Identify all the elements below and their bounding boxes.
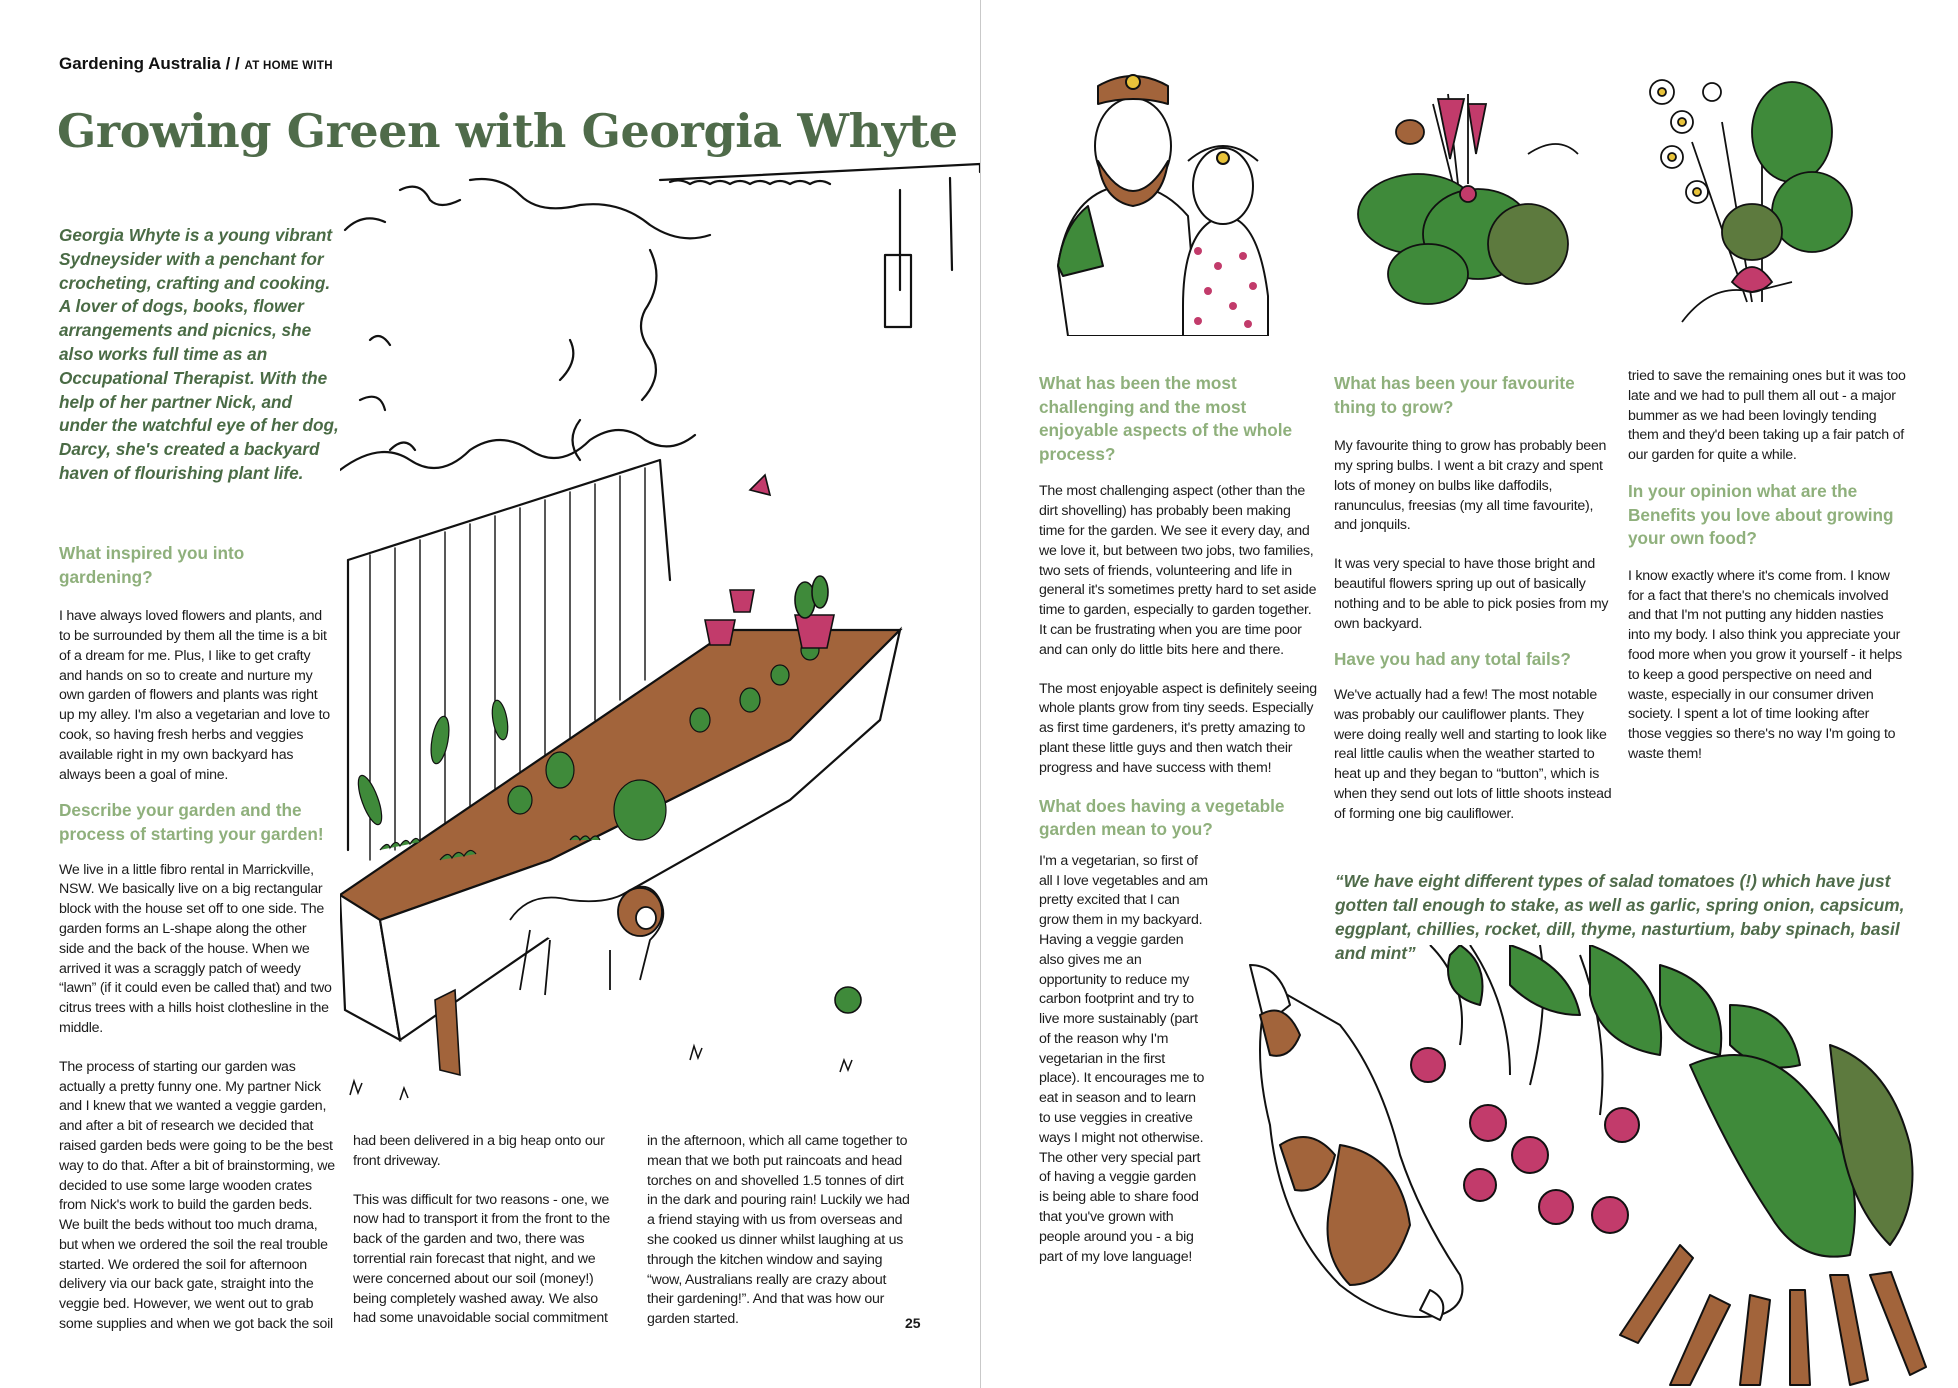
answer-favourite-p1: My favourite thing to grow has probably been my spring bulbs. I went a bit crazy and spent lots of money on bulbs like daffodils, ranunculus, freesias (my all time favourite), and jonquils. (1334, 438, 1607, 534)
answer-fails-p1: We've actually had a few! The most notable was probably our cauliflower plants. They were doing really well and starting to look like real little caulis when the weather started to heat up and they began to “button”, which is when they send out lots of little shoots instead of forming one big cauliflower. (1334, 686, 1612, 822)
answer-garden-p1: We live in a little fibro rental in Marrickville, NSW. We basically live on a big rectangular block with the house set off to one side. The garden forms an L-shape along the other side and the back of the house. When we arrived it was a scraggly patch of weedy “lawn” (if it could even be called that) and two citrus trees with a hills hoist clothesline in the middle. (59, 861, 332, 1036)
right-column-left-page (647, 1132, 915, 1330)
middle-column (353, 1132, 615, 1329)
question-favourite: What has been your favourite thing to grow? (1334, 373, 1575, 417)
answer-garden-p5: in the afternoon, which all came together to mean that we both put raincoats and head torches on and shovelled 1.5 tonnes of dirt in the dark and pouring rain! Luckily we had a friend staying with us from overseas and she cooked us dinner whilst laughing at us through the kitchen window and saying “wow, Australians really are crazy about their gardening!”. And that was how our garden started. (647, 1133, 910, 1328)
harvest-illustration (1338, 84, 1588, 324)
answer-inspired: I have always loved flowers and plants, and to be surrounded by them all the time is a bit of a dream for me. Plus, I like to get crafty and hands on so to create and nurture my own garden of flowers and plants was right up my alley. I'm also a vegetarian and love to cook, so having fresh herbs and veggies available right in my own backyard has always been a goal of mine. (59, 608, 330, 783)
question-benefits: In your opinion what are the Benefits you love about growing your own food? (1628, 480, 1894, 549)
dog-vegetables-illustration (1230, 945, 1958, 1388)
question-fails: Have you had any total fails? (1334, 649, 1571, 670)
answer-challenging-p1: The most challenging aspect (other than the dirt shovelling) has probably been making time for the garden. We see it every day, and we love it, but between two jobs, two families, two sets of friends, volunteering and life in general it's sometimes pretty hard to set aside time to garden, especially to garden together. It can be frustrating when you are time poor and can only do little bits here and there. (1039, 483, 1317, 658)
page-spine (980, 0, 981, 1388)
couple-illustration (1048, 66, 1318, 336)
right-page-column-3 (1628, 367, 1906, 765)
garden-bed-illustration (340, 160, 980, 1120)
article-title: Growing Green with Georgia Whyte (57, 104, 958, 158)
answer-garden-p3: had been delivered in a big heap onto our front driveway. (353, 1133, 605, 1169)
question-inspired: What inspired you into gardening? (59, 543, 245, 587)
answer-favourite-p2: It was very special to have those bright and beautiful flowers spring up out of basically nothing and to be able to pick posies from my own backyard. (1334, 556, 1609, 632)
article-intro: Georgia Whyte is a young vibrant Sydneysider with a penchant for crocheting, crafting and cooking. A lover of dogs, books, flower arrangements and picnics, she also works full time as an Occupational Therapist. With the help of her partner Nick, and under the watchful eye of her dog, Darcy, she's created a backyard haven of flourishing plant life. (59, 225, 339, 483)
question-describe-garden: Describe your garden and the process of starting your garden! (59, 800, 324, 844)
pull-quote: “We have eight different types of salad tomatoes (!) which have just gotten tall enough to stake, as well as garlic, spring onion, capsicum, eggplant, chillies, rocket, dill, thyme, nasturtium, baby spinach, basil and mint” (1335, 871, 1905, 963)
answer-garden-p4: This was difficult for two reasons - one, we now had to transport it from the front to the back of the garden and two, there was torrential rain forecast that night, and we were concerned about our soil (money!) being completely washed away. We also had some unavoidable social commitment (353, 1191, 610, 1327)
cabbage-plant (614, 780, 666, 840)
answer-fails-p2: tried to save the remaining ones but it was too late and we had to pull them all out - a major bummer as we had been lovingly tending them and they'd been taking up a fair patch of our garden for quite a while. (1628, 368, 1906, 464)
running-header (59, 54, 333, 74)
answer-challenging-p2: The most enjoyable aspect is definitely seeing whole plants grow from tiny seeds. Especially as first time gardeners, it's pretty amazing to plant these little guys and then watch their progress and have success with them! (1039, 680, 1317, 776)
flower-pot (795, 615, 834, 648)
right-page-column-2 (1334, 372, 1612, 825)
question-garden-meaning: What does having a vegetable garden mean to you? (1039, 795, 1285, 840)
left-column (59, 542, 335, 1335)
page-number: 25 (905, 1315, 921, 1331)
answer-benefits: I know exactly where it's come from. I know for a fact that there's no chemicals involved and that I'm not putting any hidden nasties into my body. I also think you appreciate your food more when you grow it yourself - it helps to keep a good perspective on need and waste, especially in our consumer driven society. I spent a lot of time looking after those veggies so there's no way I'm going to waste them! (1628, 567, 1902, 762)
header-separator: / / (220, 54, 245, 73)
answer-garden-p2: The process of starting our garden was actually a pretty funny one. My partner Nick and I knew that we wanted a veggie garden, and after a bit of research we decided that raised garden beds were going to be the best way to do that. After a bit of brainstorming, we decided to use some large wooden crates from Nick's work to build the garden beds. We built the beds without too much drama, but when we ordered the soil the real trouble started. We ordered the soil for afternoon delivery via our back gate, straight into the veggie bed. However, we went out to grab some supplies and when we got back the soil (59, 1058, 335, 1333)
flower-bouquet-illustration (1632, 62, 1862, 342)
question-challenging: What has been the most challenging and the most enjoyable aspects of the whole process? (1039, 373, 1293, 464)
magazine-name: Gardening Australia (59, 54, 221, 73)
section-name: AT HOME WITH (244, 60, 333, 72)
answer-garden-meaning: I'm a vegetarian, so first of all I love vegetables and am pretty excited that I can grow them in my backyard. Having a veggie garden also gives me an opportunity to reduce my carbon footprint and try to live more sustainably (part of the reason why I'm vegetarian in the first place). It encourages me to eat in season and to learn to use veggies in creative ways I might not otherwise. The other very special part of having a veggie garden is being able to share food that you've grown with people around you - a big part of my love language! (1039, 852, 1208, 1265)
